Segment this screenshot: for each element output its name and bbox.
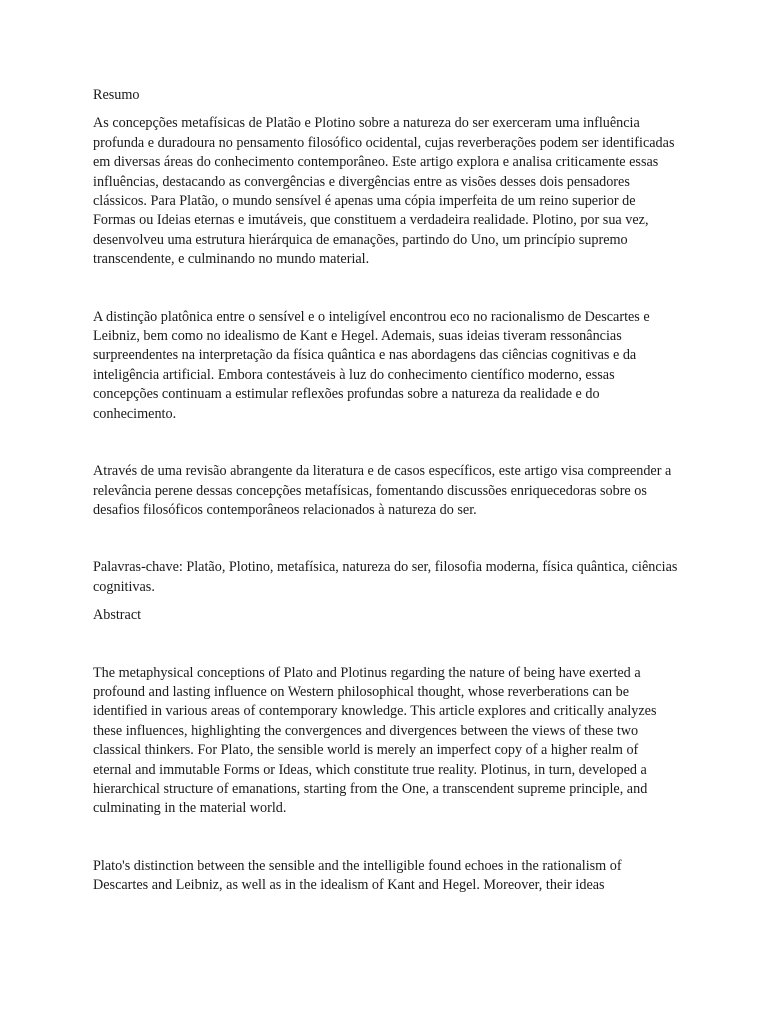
resumo-paragraph: Através de uma revisão abrangente da literatura e de casos específicos, este artigo visa compreender a relevância perene dessas concepções metafísicas, fomentando discussões enriquecedoras sobre os desafios filosóficos contemporâneos relacionados à natureza do ser.: [93, 463, 672, 518]
abstract-heading: Abstract: [93, 607, 142, 624]
abstract-paragraph: Plato's distinction between the sensible and the intelligible found echoes in the rationalism of Descartes and Leibniz, as well as in the idealism of Kant and Hegel. Moreover, their ideas: [93, 857, 622, 894]
resumo-paragraph: A distinção platônica entre o sensível e o inteligível encontrou eco no racionalismo de Descartes e Leibniz, bem como no idealismo de Kant e Hegel. Ademais, suas ideias tiveram ressonâncias surpreendentes na interpretação da física quântica e nas abordagens das ciências cognitivas e da inteligência artificial. Embora contestáveis à luz do conhecimento científico moderno, essas concepções continuam a estimular reflexões profundas sobre a natureza da realidade e do conhecimento.: [93, 308, 650, 422]
keywords-line: Palavras-chave: Platão, Plotino, metafísica, natureza do ser, filosofia moderna, física quântica, ciências cognitivas.: [93, 559, 678, 595]
resumo-heading: Resumo: [93, 87, 140, 103]
abstract-paragraph: The metaphysical conceptions of Plato and Plotinus regarding the nature of being have exerted a profound and lasting influence on Western philosophical thought, whose reverberations can be identified in various areas of contemporary knowledge. This article explores and critically analyzes these influences, highlighting the convergences and divergences between the views of these two classical thinkers. For Plato, the sensible world is merely an imperfect copy of a higher realm of eternal and immutable Forms or Ideas, which constitute true reality. Plotinus, in turn, developed a hierarchical structure of emanations, starting from the One, a transcendent supreme principle, and culminating in the material world.: [93, 664, 657, 817]
resumo-paragraph: As concepções metafísicas de Platão e Plotino sobre a natureza do ser exerceram uma influência profunda e duradoura no pensamento filosófico ocidental, cujas reverberações podem ser identificadas em diversas áreas do conhecimento contemporâneo. Este artigo explora e analisa criticamente essas influências, destacando as convergências e divergências entre as visões desses dois pensadores clássicos. Para Platão, o mundo sensível é apenas uma cópia imperfeita de um reino superior de Formas ou Ideias eternas e imutáveis, que constituem a verdadeira realidade. Plotino, por sua vez, desenvolveu uma estrutura hierárquica de emanações, partindo do Uno, um princípio supremo transcendente, e culminando no mundo material.: [93, 115, 675, 268]
document-page: [93, 86, 678, 896]
